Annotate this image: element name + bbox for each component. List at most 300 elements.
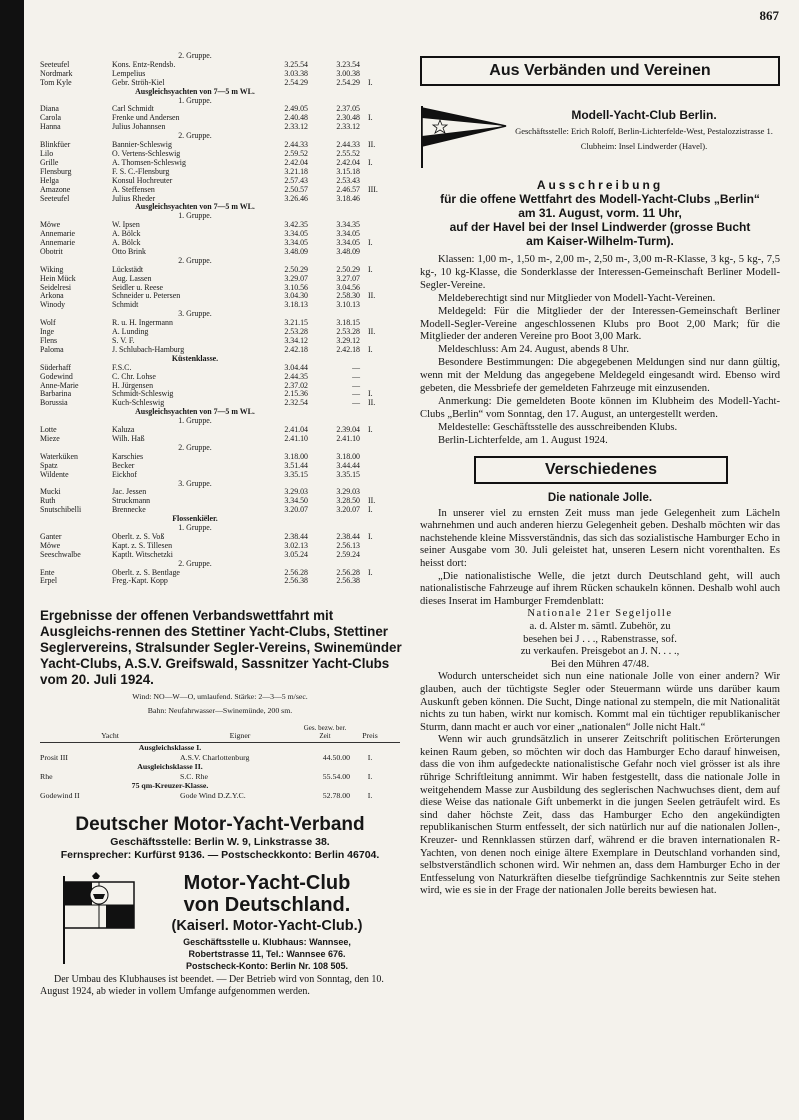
prize bbox=[360, 123, 388, 132]
result-row bbox=[40, 772, 400, 782]
prize bbox=[360, 551, 388, 560]
owner: S.C. Rhe bbox=[180, 771, 208, 781]
club-flag-icon bbox=[58, 872, 138, 964]
owner: Oberlt. z. S. Voß bbox=[112, 532, 165, 541]
result-row bbox=[40, 577, 400, 586]
corrected-time: 2.41.10 bbox=[336, 433, 360, 443]
owner: A. Steffensen bbox=[112, 185, 155, 194]
result-row bbox=[40, 248, 400, 257]
prize: I. bbox=[368, 157, 373, 167]
prize bbox=[360, 373, 388, 382]
corrected-time: 2.38.44 bbox=[336, 531, 360, 541]
corrected-time: 3.18.00 bbox=[336, 451, 360, 461]
result-row bbox=[40, 471, 400, 480]
corrected-time: 2.59.24 bbox=[336, 549, 360, 559]
corrected-time: 2.46.57 bbox=[336, 184, 360, 194]
verband-ad bbox=[40, 814, 400, 862]
elapsed-time: 2.56.28 bbox=[284, 567, 308, 577]
elapsed-time: 3.21.15 bbox=[284, 318, 308, 328]
paragraph: In unserer viel zu ernsten Zeit muss man jede Gelegenheit zum Lächeln wahrnehmen und auch anderen hierzu Gelegenheit geben. Deshalb möchten wir das nachstehende kleine Missverständnis, das sich das sozialistische Hamburger Echo in seiner Ausgabe vom 30. Juli geleistet hat, unseren Lesern nicht vorenthalten. Es heisst dort: bbox=[420, 507, 780, 569]
prize: II. bbox=[368, 291, 376, 301]
group-heading bbox=[40, 355, 400, 364]
group-heading-text: 3. Gruppe. bbox=[178, 309, 212, 319]
yacht-name: Carola bbox=[40, 114, 62, 123]
elapsed-time: 2.49.05 bbox=[284, 104, 308, 114]
yacht-name: Godewind II bbox=[40, 790, 80, 800]
corrected-time: 3.00.38 bbox=[336, 68, 360, 78]
club-account: Postscheck-Konto: Berlin Nr. 108 505. bbox=[185, 961, 349, 972]
yacht-name: Hein Mück bbox=[40, 274, 76, 283]
yacht-name: Ruth bbox=[40, 497, 56, 506]
announcement-line-1: für die offene Wettfahrt des Modell-Yacht-Clubs „Berlin“ bbox=[440, 192, 760, 206]
corrected-time: 2.30.48 bbox=[336, 113, 360, 123]
wind-line: Wind: NO—W—O, umlaufend. Stärke: 2—3—5 m/sec. bbox=[132, 692, 308, 702]
elapsed-time: 3.34.05 bbox=[284, 229, 308, 239]
owner: F.S.C. bbox=[112, 363, 132, 372]
prize: I. bbox=[367, 752, 373, 762]
elapsed-time: 3.35.15 bbox=[284, 469, 308, 479]
owner: F. S. C.-Flensburg bbox=[112, 167, 170, 176]
club-subtitle: (Kaiserl. Motor-Yacht-Club.) bbox=[171, 918, 363, 935]
time: 52.78.00 bbox=[322, 790, 350, 800]
yacht-name: Arkona bbox=[40, 292, 64, 301]
elapsed-time: 3.26.46 bbox=[284, 193, 308, 203]
left-column bbox=[40, 52, 400, 998]
prize bbox=[360, 61, 388, 70]
corrected-time: 3.29.12 bbox=[336, 336, 360, 345]
prize bbox=[360, 70, 388, 79]
prize: I. bbox=[367, 771, 373, 781]
prize: I. bbox=[367, 790, 373, 800]
elapsed-time: 2.41.10 bbox=[284, 433, 308, 443]
group-heading-text: Flossenkiëler. bbox=[172, 514, 218, 524]
corrected-time: 3.23.54 bbox=[336, 59, 360, 69]
yacht-name: Süderhaff bbox=[40, 363, 71, 372]
elapsed-time: 3.05.24 bbox=[284, 549, 308, 559]
corrected-time: 2.44.33 bbox=[336, 140, 360, 150]
corrected-time: 3.04.56 bbox=[336, 282, 360, 292]
pennant-flag-icon bbox=[420, 104, 508, 168]
prize bbox=[360, 364, 388, 373]
corrected-time: 3.34.05 bbox=[336, 229, 360, 239]
owner: Julius Johannsen bbox=[112, 123, 166, 132]
class-heading bbox=[40, 743, 400, 753]
modell-club-office: Geschäftsstelle: Erich Roloff, Berlin-Lichterfelde-West, Pestalozzistrasse 1. bbox=[515, 126, 773, 136]
elapsed-time: 3.42.35 bbox=[284, 220, 308, 230]
col-header-owner: Eigner bbox=[229, 731, 251, 741]
owner: Kons. Entz-Rendsb. bbox=[112, 60, 176, 69]
owner: A. Bölck bbox=[112, 239, 141, 248]
corrected-time: 3.10.13 bbox=[336, 300, 360, 310]
advert-line: a. d. Alster m. sämtl. Zubehör, zu bbox=[529, 620, 671, 632]
elapsed-time: 3.34.50 bbox=[284, 496, 308, 506]
group-heading bbox=[40, 515, 400, 524]
corrected-time: 3.20.07 bbox=[336, 505, 360, 515]
yacht-name: Rhe bbox=[40, 771, 53, 781]
group-heading-text: 3. Gruppe. bbox=[178, 478, 212, 488]
advert-line: Nationale 21er Segeljolle bbox=[527, 608, 673, 620]
article-body bbox=[420, 508, 780, 898]
group-heading-text: 1. Gruppe. bbox=[178, 211, 212, 221]
owner: Schneider u. Petersen bbox=[112, 292, 181, 301]
elapsed-time: 3.10.56 bbox=[284, 282, 308, 292]
owner: Bannier-Schleswig bbox=[112, 141, 172, 150]
corrected-time: 2.54.29 bbox=[336, 77, 360, 87]
class-heading-text: Ausgleichsklasse I. bbox=[138, 743, 202, 753]
elapsed-time: 3.20.07 bbox=[284, 505, 308, 515]
prize bbox=[360, 150, 388, 159]
elapsed-time: 3.29.03 bbox=[284, 487, 308, 497]
elapsed-time: 2.33.12 bbox=[284, 122, 308, 132]
prize: I. bbox=[368, 425, 373, 435]
announcement-body bbox=[420, 254, 780, 448]
corrected-time: 2.53.43 bbox=[336, 175, 360, 185]
advert-line: zu verkaufen. Preisgebot an J. N. . . ., bbox=[520, 646, 680, 658]
group-heading bbox=[40, 203, 400, 212]
owner: Karschies bbox=[112, 452, 144, 461]
club-ad bbox=[40, 872, 400, 972]
paragraph: Wodurch unterscheidet sich nun eine nationale Jolle von einer andern? Wir glauben, auch der tüchtigste Segler oder Steuermann würde uns darüber kaum Auskunft geben können. Die Sucht, Dinge national zu stempeln, die mit Nationalität nichts zu tun haben, wirkt nur komisch. Kommt mal ein tüchtiger republikanischer Sturm, dann macht er auch vor einer „nationalen“ Jolle nicht Halt.“ bbox=[420, 671, 780, 733]
owner: Frenke und Andersen bbox=[112, 114, 180, 123]
elapsed-time: 2.37.02 bbox=[284, 380, 308, 390]
right-column bbox=[420, 56, 780, 898]
yacht-name: Hanna bbox=[40, 123, 61, 132]
prize bbox=[360, 577, 388, 586]
yacht-name: Godewind bbox=[40, 372, 73, 381]
prize: II. bbox=[368, 140, 376, 150]
elapsed-time: 3.04.30 bbox=[284, 291, 308, 301]
corrected-time: 2.37.05 bbox=[336, 104, 360, 114]
owner: Becker bbox=[112, 461, 135, 470]
yacht-name: Annemarie bbox=[40, 230, 76, 239]
corrected-time: 3.48.09 bbox=[336, 246, 360, 256]
prize bbox=[360, 382, 388, 391]
yacht-name: Wolf bbox=[40, 319, 56, 328]
yacht-name: Wildente bbox=[40, 470, 69, 479]
yacht-name: Blinkfüer bbox=[40, 141, 71, 150]
group-heading-text: Ausgleichsyachten von 7—5 m WL. bbox=[135, 407, 255, 417]
corrected-time: 3.44.44 bbox=[336, 460, 360, 470]
elapsed-time: 2.40.48 bbox=[284, 113, 308, 123]
group-heading-text: Ausgleichsyachten von 7—5 m WL. bbox=[135, 202, 255, 212]
owner: Lückstädt bbox=[112, 265, 144, 274]
elapsed-time: 2.41.04 bbox=[284, 425, 308, 435]
owner: W. Ipsen bbox=[112, 221, 140, 230]
elapsed-time: 3.02.13 bbox=[284, 540, 308, 550]
owner: H. Jürgensen bbox=[112, 381, 154, 390]
owner: Carl Schmidt bbox=[112, 105, 154, 114]
corrected-time: 2.55.52 bbox=[336, 148, 360, 158]
corrected-time: 3.28.50 bbox=[336, 496, 360, 506]
verband-contact: Fernsprecher: Kurfürst 9136. — Postscheckkonto: Berlin 46704. bbox=[60, 849, 380, 862]
elapsed-time: 3.34.05 bbox=[284, 238, 308, 248]
result-row bbox=[40, 506, 400, 515]
corrected-time: — bbox=[352, 398, 360, 408]
yacht-name: Seidelresi bbox=[40, 283, 72, 292]
elapsed-time: 2.44.33 bbox=[284, 140, 308, 150]
yacht-name: Flens bbox=[40, 337, 58, 345]
group-heading-text: 1. Gruppe. bbox=[178, 416, 212, 426]
corrected-time: 2.56.38 bbox=[336, 576, 360, 586]
time: 44.50.00 bbox=[322, 752, 350, 762]
paragraph: Berlin-Lichterfelde, am 1. August 1924. bbox=[438, 434, 608, 446]
time: 55.54.00 bbox=[322, 771, 350, 781]
class-heading-text: 75 qm-Kreuzer-Klasse. bbox=[131, 781, 209, 791]
results-table-2 bbox=[40, 724, 400, 800]
paragraph: Klassen: 1,00 m-, 1,50 m-, 2,00 m-, 2,50 m-, 3,00 m-R-Klasse, 3 kg-, 5 kg-, 7,5 kg-, 10 kg-Klasse, die Sonderklasse der Interessen-Gemeinschaft Berliner Modell-Segler-Vereine. bbox=[420, 254, 780, 291]
corrected-time: 3.18.46 bbox=[336, 193, 360, 203]
prize bbox=[360, 453, 388, 462]
corrected-time: 3.34.05 bbox=[336, 238, 360, 248]
elapsed-time: 2.57.43 bbox=[284, 175, 308, 185]
verband-address: Geschäftsstelle: Berlin W. 9, Linkstrasse 38. bbox=[110, 836, 330, 849]
yacht-name: Möwe bbox=[40, 221, 61, 230]
announcement-header bbox=[420, 178, 780, 248]
course-line: Bahn: Neufahrwasser—Swinemünde, 200 sm. bbox=[147, 706, 293, 716]
owner: Wilh. Haß bbox=[112, 434, 145, 443]
yacht-name: Lotte bbox=[40, 426, 57, 435]
elapsed-time: 2.32.54 bbox=[284, 398, 308, 408]
prize bbox=[360, 301, 388, 310]
modell-club-name: Modell-Yacht-Club Berlin. bbox=[571, 108, 717, 122]
yacht-name: Erpel bbox=[40, 577, 58, 586]
yacht-name: Seeschwalbe bbox=[40, 550, 81, 559]
prize bbox=[360, 195, 388, 204]
owner: Eickhof bbox=[112, 470, 137, 479]
owner: Gebr. Ströh-Kiel bbox=[112, 78, 165, 87]
prize: I. bbox=[368, 389, 373, 399]
modell-club-header bbox=[420, 104, 780, 168]
prize: II. bbox=[368, 398, 376, 408]
club-notice: Der Umbau des Klubhauses ist beendet. — Der Betrieb wird von Sonntag, den 10. August 1924, ab wieder in vollem Umfange aufgenommen werden. bbox=[40, 974, 384, 998]
elapsed-time: 3.03.38 bbox=[284, 68, 308, 78]
owner: A.S.V. Charlottenburg bbox=[180, 752, 250, 762]
owner: J. Schlubach-Hamburg bbox=[112, 345, 185, 354]
yacht-name: Wiking bbox=[40, 265, 64, 274]
club-address-1: Geschäftsstelle u. Klubhaus: Wannsee, bbox=[183, 937, 351, 948]
section-heading-verschiedenes: Verschiedenes bbox=[474, 456, 728, 484]
yacht-name: Waterküken bbox=[40, 452, 78, 461]
group-heading-text: 2. Gruppe. bbox=[178, 558, 212, 568]
owner: Otto Brink bbox=[112, 247, 146, 256]
corrected-time: 2.56.28 bbox=[336, 567, 360, 577]
prize bbox=[360, 168, 388, 177]
owner: Kuch-Schleswig bbox=[112, 399, 165, 408]
regatta-headline: Ergebnisse der offenen Verbandswettfahrt mit Ausgleichs-rennen des Stettiner Yacht-Clubs, Stettiner Seglervereins, Stralsunder Segler-Vereins, Swinemünder Yacht-Clubs, A.S.V. Greifswald, Sassnitzer Yacht-Clubs vom 20. Juli 1924. bbox=[40, 608, 402, 688]
prize bbox=[360, 462, 388, 471]
prize: I. bbox=[368, 344, 373, 354]
corrected-time: 2.50.29 bbox=[336, 264, 360, 274]
group-heading-text: Ausgleichsyachten von 7—5 m WL. bbox=[135, 86, 255, 96]
announcement-title: Ausschreibung bbox=[536, 178, 664, 192]
owner: Kapt. z. S. Tillesen bbox=[112, 541, 173, 550]
owner: Gode Wind D.Z.Y.C. bbox=[180, 790, 246, 800]
owner: S. V. F. bbox=[112, 337, 135, 345]
result-row bbox=[40, 390, 400, 399]
yacht-name: Obotrit bbox=[40, 247, 63, 256]
corrected-time: 3.27.07 bbox=[336, 273, 360, 283]
elapsed-time: 2.54.29 bbox=[284, 77, 308, 87]
group-heading-text: 2. Gruppe. bbox=[178, 442, 212, 452]
result-row bbox=[40, 791, 400, 801]
paragraph: Wenn wir auch grundsätzlich in unserer Zeitschrift politischen Erörterungen keinen Raum geben, so möchten wir doch das Hamburger Echo darauf hinweisen, dass die von ihm aufgedeckte nationalistische Gefahr noch viel grösser ist als ihre rührige Schriftleitung annimmt. Wir haben festgestellt, dass die nationale Jolle in weitgehendem Masse zur Ausbildung des seglerischen Nachwuchses dient, dem auf diese Weise das nationale Gift unbemerkt in die jungen Seelen geträufelt wird. Es sind daher höchste Zeit, dass das Hamburger Echo den angekündigten republikanischen Sturm entfesselt, der sich natürlich nur auf die nationalen Jollen-, Kreuzer- und Rennklassen stürzen darf, während er die braven internationalen R-Yachten, von denen noch einige ältere Exemplare in Deutschland vorhanden sind, selbstverständlich schonen wird. Wir nehmen an, dass dem Hamburger Echo in der Entfesselung von Naturkräften dieselbe tiefgründige Sachkenntnis zur Seite stehen wird, wie es sie in der Frage der nationalen Jolle bereits bewiesen hat. bbox=[420, 734, 780, 897]
group-heading-text: 1. Gruppe. bbox=[178, 95, 212, 105]
announcement-line-3: auf der Havel bei der Insel Lindwerder (grosse Bucht bbox=[449, 220, 751, 234]
article-title: Die nationale Jolle. bbox=[547, 491, 653, 504]
group-heading-text: Küstenklasse. bbox=[171, 353, 219, 363]
prize bbox=[360, 471, 388, 480]
paragraph: „Die nationalistische Welle, die jetzt durch Deutschland geht, will auch nationalistische Fahrzeuge auf ihrem Rücken schaukeln können. Deshalb wohl auch dieses Inserat im Hamburger Fremdenblatt: bbox=[420, 570, 780, 607]
elapsed-time: 3.25.54 bbox=[284, 59, 308, 69]
modell-club-home: Clubheim: Insel Lindwerder (Havel). bbox=[580, 141, 708, 151]
yacht-name: Prosit III bbox=[40, 752, 68, 762]
group-heading bbox=[40, 88, 400, 97]
corrected-time: 3.18.15 bbox=[336, 318, 360, 328]
result-row bbox=[40, 301, 400, 310]
quoted-advert bbox=[420, 608, 780, 671]
yacht-name: Winody bbox=[40, 301, 66, 310]
paragraph: Besondere Bestimmungen: Die abgegebenen Meldungen sind nur dann gültig, wenn mit der Meldung das angegebene Meldegeld eingesandt wird. Ebenso wird gebeten, die Messbriefe der gemeldeten Fahrzeuge mit einzusenden. bbox=[420, 357, 780, 395]
announcement-line-4: am Kaiser-Wilhelm-Turm). bbox=[526, 234, 674, 248]
owner: Konsul Hochreuter bbox=[112, 176, 173, 185]
group-heading-text: 2. Gruppe. bbox=[178, 51, 212, 60]
yacht-name: Mieze bbox=[40, 434, 60, 443]
col-header-prize: Preis bbox=[362, 731, 378, 741]
owner: Struckmann bbox=[112, 497, 151, 506]
prize: I. bbox=[368, 505, 373, 515]
result-row bbox=[40, 123, 400, 132]
advert-line: besehen bei J . . ., Rabenstrasse, sof. bbox=[523, 633, 677, 645]
yacht-name: Paloma bbox=[40, 345, 64, 354]
col-header-yacht: Yacht bbox=[101, 731, 119, 741]
class-heading bbox=[40, 781, 400, 791]
owner: R. u. H. Ingermann bbox=[112, 319, 173, 328]
yacht-name: Mucki bbox=[40, 488, 61, 497]
yacht-name: Amazone bbox=[40, 185, 71, 194]
club-address-2: Robertstrasse 11, Tel.: Wannsee 676. bbox=[188, 949, 346, 960]
owner: Schmidt-Schleswig bbox=[112, 390, 174, 399]
owner: Kaluza bbox=[112, 426, 135, 435]
yacht-name: Snutschibelli bbox=[40, 506, 82, 515]
page-edge bbox=[0, 0, 24, 1120]
owner: Lempelius bbox=[112, 69, 146, 78]
elapsed-time: 3.34.12 bbox=[284, 336, 308, 345]
corrected-time: 3.35.15 bbox=[336, 469, 360, 479]
corrected-time: 2.56.13 bbox=[336, 540, 360, 550]
elapsed-time: 2.50.57 bbox=[284, 184, 308, 194]
elapsed-time: 3.18.00 bbox=[284, 451, 308, 461]
corrected-time: 2.53.28 bbox=[336, 327, 360, 337]
owner: Brennecke bbox=[112, 506, 146, 515]
paragraph: Meldestelle: Geschäftsstelle des ausschreibenden Klubs. bbox=[438, 421, 678, 433]
elapsed-time: 3.48.09 bbox=[284, 246, 308, 256]
elapsed-time: 2.56.38 bbox=[284, 576, 308, 586]
prize bbox=[360, 337, 388, 346]
yacht-name: Möwe bbox=[40, 541, 61, 550]
group-heading-text: 2. Gruppe. bbox=[178, 131, 212, 141]
owner: Aug. Lassen bbox=[112, 274, 152, 283]
yacht-name: Lilo bbox=[40, 149, 54, 158]
corrected-time: 2.42.18 bbox=[336, 344, 360, 354]
owner: A. Lunding bbox=[112, 328, 149, 337]
announcement-line-2: am 31. August, vorm. 11 Uhr, bbox=[518, 206, 682, 220]
elapsed-time: 2.59.52 bbox=[284, 148, 308, 158]
prize: III. bbox=[368, 184, 378, 194]
paragraph: Anmerkung: Die gemeldeten Boote können im Klubheim des Modell-Yacht-Clubs „Berlin“ vom Sonntag, den 17. August, an untergestellt werden. bbox=[420, 395, 780, 420]
owner: C. Chr. Lohse bbox=[112, 372, 156, 381]
corrected-time: — bbox=[352, 380, 360, 390]
elapsed-time: 3.29.07 bbox=[284, 273, 308, 283]
elapsed-time: 3.18.13 bbox=[284, 300, 308, 310]
owner: A. Thomsen-Schleswig bbox=[112, 158, 186, 167]
elapsed-time: 3.51.44 bbox=[284, 460, 308, 470]
corrected-time: — bbox=[352, 389, 360, 399]
prize: II. bbox=[368, 496, 376, 506]
elapsed-time: 2.42.04 bbox=[284, 157, 308, 167]
prize: II. bbox=[368, 327, 376, 337]
yacht-name: Barbarina bbox=[40, 390, 72, 399]
result-row bbox=[40, 382, 400, 391]
owner: Kaptlt. Witschetzki bbox=[112, 550, 173, 559]
owner: Schmidt bbox=[112, 301, 139, 310]
paragraph: Meldeberechtigt sind nur Mitglieder von Modell-Yacht-Vereinen. bbox=[438, 292, 716, 304]
yacht-name: Flensburg bbox=[40, 167, 72, 176]
verband-title: Deutscher Motor-Yacht-Verband bbox=[75, 814, 365, 836]
prize: I. bbox=[368, 238, 373, 248]
prize: I. bbox=[368, 531, 373, 541]
owner: Julius Rheder bbox=[112, 194, 156, 203]
yacht-name: Helga bbox=[40, 176, 59, 185]
elapsed-time: 2.42.18 bbox=[284, 344, 308, 354]
corrected-time: 3.34.35 bbox=[336, 220, 360, 230]
elapsed-time: 2.15.36 bbox=[284, 389, 308, 399]
yacht-name: Nordmark bbox=[40, 69, 73, 78]
prize bbox=[360, 275, 388, 284]
result-row bbox=[40, 753, 400, 763]
section-heading-verbaende: Aus Verbänden und Vereinen bbox=[420, 56, 780, 86]
result-row bbox=[40, 373, 400, 382]
yacht-name: Borussia bbox=[40, 399, 68, 408]
yacht-name: Diana bbox=[40, 105, 59, 114]
corrected-time: 3.29.03 bbox=[336, 487, 360, 497]
yacht-name: Spatz bbox=[40, 461, 58, 470]
result-row bbox=[40, 346, 400, 355]
yacht-name: Tom Kyle bbox=[40, 78, 72, 87]
elapsed-time: 3.04.44 bbox=[284, 362, 308, 372]
corrected-time: — bbox=[352, 371, 360, 381]
owner: Freg.-Kapt. Kopp bbox=[112, 577, 168, 586]
prize bbox=[360, 105, 388, 114]
corrected-time: 2.33.12 bbox=[336, 122, 360, 132]
advert-line: Bei den Mühren 47/48. bbox=[550, 658, 650, 670]
yacht-name: Ente bbox=[40, 568, 55, 577]
elapsed-time: 2.38.44 bbox=[284, 531, 308, 541]
prize: I. bbox=[368, 77, 373, 87]
corrected-time: 2.42.04 bbox=[336, 157, 360, 167]
results-table bbox=[40, 52, 400, 586]
prize bbox=[360, 221, 388, 230]
club-name-line2: von Deutschland. bbox=[183, 894, 351, 917]
yacht-name: Annemarie bbox=[40, 239, 76, 248]
yacht-name: Grille bbox=[40, 158, 59, 167]
page-number: 867 bbox=[759, 8, 779, 23]
prize bbox=[360, 230, 388, 239]
result-row bbox=[40, 551, 400, 560]
yacht-name: Inge bbox=[40, 328, 55, 337]
elapsed-time: 2.50.29 bbox=[284, 264, 308, 274]
prize bbox=[360, 542, 388, 551]
corrected-time: — bbox=[352, 362, 360, 372]
